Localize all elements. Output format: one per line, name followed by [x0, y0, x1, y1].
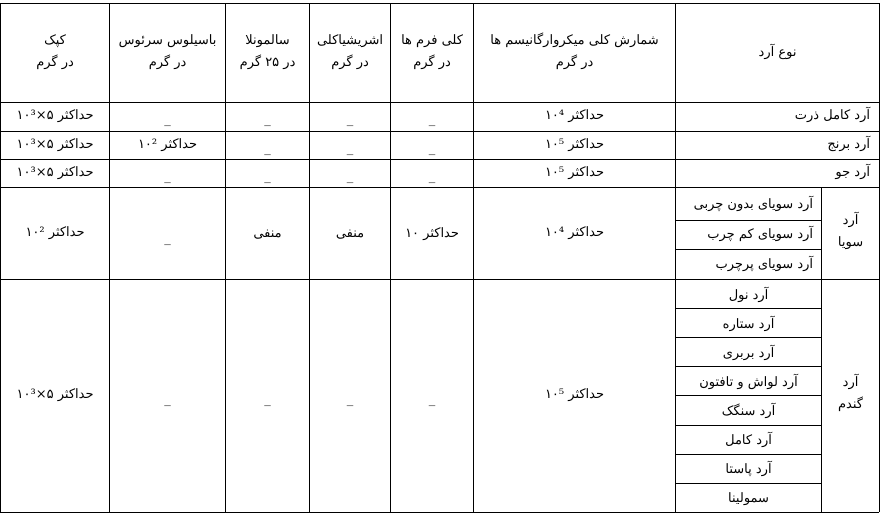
grid-line — [309, 3, 310, 512]
flour-name: آرد ستاره — [722, 317, 775, 332]
ecoli-value: _ — [346, 112, 354, 127]
flour-name: آرد برنج — [827, 137, 870, 152]
grid-line — [675, 337, 821, 338]
header-bacillus — [110, 30, 225, 74]
wheat-group-label — [822, 372, 879, 416]
flour-name: آرد نول — [728, 288, 769, 303]
salmonella-value: _ — [264, 169, 271, 184]
flour-name: آرد سنگک — [721, 404, 776, 419]
flour-name: آرد سویای پرچرب — [715, 257, 813, 272]
total-count-value: حداکثر ۱۰⁵ — [544, 165, 605, 180]
bacillus-value: _ — [164, 231, 171, 246]
coliform-value: _ — [428, 141, 436, 156]
grid-line — [473, 3, 474, 512]
header-ecoli — [310, 30, 390, 74]
mold-value: حداکثر ۵×۱۰³ — [16, 165, 94, 180]
total-count-value: حداکثر ۱۰⁵ — [544, 137, 605, 152]
bacillus-value: _ — [164, 169, 171, 184]
grid-line — [0, 102, 879, 103]
grid-line — [675, 366, 821, 367]
soy-group-label — [822, 210, 879, 254]
flour-name: آرد کامل — [725, 433, 772, 448]
grid-line — [109, 3, 110, 512]
flour-name: آرد بربری — [722, 346, 775, 361]
ecoli-value: منفی — [335, 226, 365, 241]
flour-name: آرد پاستا — [725, 462, 772, 477]
grid-line — [0, 159, 879, 160]
soy-group-label-line2: سویا — [837, 235, 864, 250]
header-mold-line2: در گرم — [36, 55, 74, 70]
header-bacillus-line1: باسیلوس سرئوس — [118, 33, 217, 48]
header-total-count — [474, 30, 675, 74]
total-count-value: حداکثر ۱۰⁵ — [544, 387, 605, 402]
header-salmonella — [226, 30, 309, 74]
wheat-group-label-line2: گندم — [838, 397, 863, 412]
grid-line — [225, 3, 226, 512]
grid-line — [0, 512, 879, 513]
coliform-value: حداکثر ۱۰ — [405, 226, 459, 241]
grid-line — [675, 308, 821, 309]
grid-line — [675, 395, 821, 396]
header-coliform-line1: کلی فرم ها — [401, 33, 463, 48]
flour-name: سمولینا — [728, 491, 769, 506]
header-ecoli-line1: اشریشیاکلی — [316, 33, 384, 48]
header-bacillus-line2: در گرم — [148, 55, 187, 70]
coliform-value: _ — [428, 169, 436, 184]
mold-value: حداکثر ۵×۱۰³ — [16, 137, 94, 152]
bacillus-value: حداکثر ۱۰² — [137, 137, 198, 152]
flour-name: آرد کامل ذرت — [794, 108, 870, 123]
bacillus-value: _ — [164, 392, 171, 407]
grid-line — [675, 483, 821, 484]
salmonella-value: منفی — [253, 226, 282, 241]
header-mold — [1, 30, 109, 74]
mold-value: حداکثر ۵×۱۰³ — [16, 108, 94, 123]
mold-value: حداکثر ۵×۱۰³ — [16, 387, 94, 402]
flour-name: آرد سویای بدون چربی — [693, 197, 813, 212]
wheat-group-label-line1: آرد — [842, 375, 859, 390]
salmonella-value: _ — [264, 392, 271, 407]
grid-line — [675, 249, 821, 250]
salmonella-value: _ — [264, 112, 271, 127]
flour-name: آرد جو — [835, 165, 870, 180]
header-salmonella-line1: سالمونلا — [245, 33, 290, 48]
grid-line — [390, 3, 391, 512]
total-count-value: حداکثر ۱۰⁴ — [544, 225, 605, 240]
coliform-value: _ — [428, 392, 436, 407]
ecoli-value: _ — [346, 141, 354, 156]
header-coliform — [391, 30, 473, 74]
header-total-count-line1: شمارش کلی میکروارگانیسم ها — [490, 33, 659, 48]
ecoli-value: _ — [346, 169, 354, 184]
flour-name: آرد لواش و تافتون — [699, 375, 798, 390]
header-total-count-line2: در گرم — [555, 55, 594, 70]
grid-line — [0, 3, 1, 512]
header-coliform-line2: در گرم — [413, 55, 451, 70]
grid-line — [675, 425, 821, 426]
grid-line — [0, 131, 879, 132]
total-count-value: حداکثر ۱۰⁴ — [544, 108, 605, 123]
ecoli-value: _ — [346, 392, 354, 407]
header-salmonella-line2: در ۲۵ گرم — [239, 55, 296, 70]
mold-value: حداکثر ۱۰² — [25, 225, 85, 240]
flour-name: آرد سویای کم چرب — [707, 227, 813, 242]
grid-line — [675, 454, 821, 455]
header-flour-type: نوع آرد — [758, 45, 797, 60]
header-ecoli-line2: در گرم — [331, 55, 369, 70]
grid-line — [0, 187, 879, 188]
grid-line — [675, 220, 821, 221]
grid-line — [0, 279, 879, 280]
soy-group-label-line1: آرد — [842, 213, 859, 228]
header-mold-line1: کپک — [44, 33, 66, 48]
salmonella-value: _ — [264, 141, 271, 156]
bacillus-value: _ — [164, 112, 171, 127]
grid-line — [0, 3, 879, 4]
coliform-value: _ — [428, 112, 436, 127]
